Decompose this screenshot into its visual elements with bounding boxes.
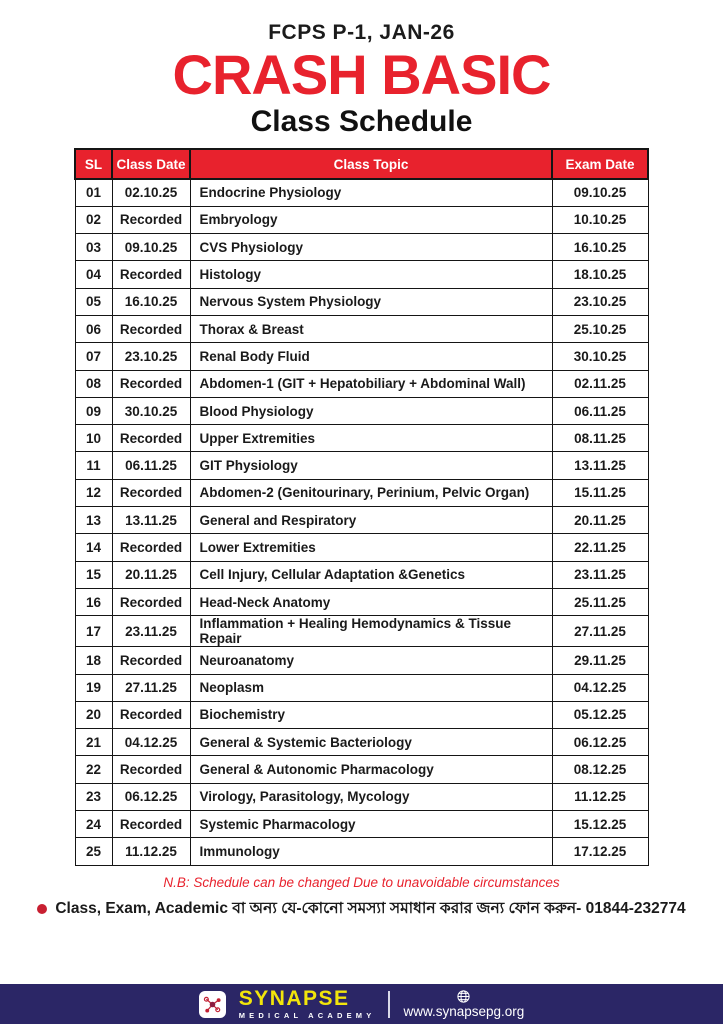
cell-exam-date: 08.12.25 [552,756,648,783]
cell-class-topic: CVS Physiology [190,234,552,261]
cell-class-date: Recorded [112,206,190,233]
cell-class-date: Recorded [112,479,190,506]
cell-sl: 11 [75,452,112,479]
cell-class-topic: GIT Physiology [190,452,552,479]
cell-exam-date: 13.11.25 [552,452,648,479]
cell-exam-date: 18.10.25 [552,261,648,288]
cell-exam-date: 23.11.25 [552,561,648,588]
cell-class-topic: Blood Physiology [190,397,552,424]
table-row [75,234,648,261]
column-header-class-topic: Class Topic [190,149,552,179]
nb-note: N.B: Schedule can be changed Due to unavoidable circumstances [163,874,560,890]
table-row [75,261,648,288]
cell-exam-date: 22.11.25 [552,534,648,561]
cell-class-topic: General and Respiratory [190,507,552,534]
cell-sl: 04 [75,261,112,288]
table-row [75,534,648,561]
table-row [75,838,648,865]
table-row [75,729,648,756]
cell-exam-date: 23.10.25 [552,288,648,315]
cell-sl: 06 [75,315,112,342]
cell-sl: 23 [75,783,112,810]
cell-exam-date: 06.12.25 [552,729,648,756]
cell-class-date: 06.12.25 [112,783,190,810]
cell-class-topic: Renal Body Fluid [190,343,552,370]
cell-exam-date: 20.11.25 [552,507,648,534]
cell-sl: 16 [75,588,112,615]
cell-sl: 25 [75,838,112,865]
brand-name: SYNAPSE [238,987,350,1010]
cell-class-date: Recorded [112,370,190,397]
cell-sl: 13 [75,507,112,534]
cell-class-topic: Endocrine Physiology [190,179,552,206]
table-row [75,343,648,370]
cell-exam-date: 25.10.25 [552,315,648,342]
table-row [75,647,648,674]
poster-header [0,0,723,139]
cell-class-date: 30.10.25 [112,397,190,424]
cell-class-date: Recorded [112,261,190,288]
table-row [75,674,648,701]
cell-class-topic: Histology [190,261,552,288]
website-url: www.synapsepg.org [403,1004,525,1020]
cell-class-date: 13.11.25 [112,507,190,534]
cell-class-date: 20.11.25 [112,561,190,588]
cell-sl: 22 [75,756,112,783]
table-row [75,452,648,479]
cell-class-topic: Immunology [190,838,552,865]
cell-class-date: Recorded [112,756,190,783]
cell-class-topic: Abdomen-1 (GIT + Hepatobiliary + Abdominal Wall) [190,370,552,397]
cell-sl: 10 [75,425,112,452]
cell-sl: 19 [75,674,112,701]
cell-exam-date: 15.11.25 [552,479,648,506]
column-header-class-date: Class Date [112,149,190,179]
cell-sl: 01 [75,179,112,206]
cell-class-date: Recorded [112,425,190,452]
cell-class-topic: Cell Injury, Cellular Adaptation &Genetics [190,561,552,588]
table-row [75,479,648,506]
cell-class-date: 16.10.25 [112,288,190,315]
footer-bar [0,984,723,1024]
cell-class-topic: General & Autonomic Pharmacology [190,756,552,783]
cell-class-date: 11.12.25 [112,838,190,865]
cell-class-date: Recorded [112,701,190,728]
column-header-exam-date: Exam Date [552,149,648,179]
table-row [75,507,648,534]
cell-sl: 21 [75,729,112,756]
cell-sl: 03 [75,234,112,261]
cell-class-topic: Inflammation + Healing Hemodynamics & Tissue Repair [190,616,552,647]
globe-icon [456,989,471,1004]
contact-line [0,896,723,922]
table-row [75,315,648,342]
table-body [75,179,648,865]
cell-class-topic: Neoplasm [190,674,552,701]
course-label: FCPS P-1, JAN-26 [268,21,455,44]
cell-class-date: 23.10.25 [112,343,190,370]
cell-class-date: 09.10.25 [112,234,190,261]
cell-exam-date: 11.12.25 [552,783,648,810]
cell-sl: 15 [75,561,112,588]
cell-class-topic: Upper Extremities [190,425,552,452]
table-row [75,701,648,728]
cell-sl: 14 [75,534,112,561]
cell-class-topic: Virology, Parasitology, Mycology [190,783,552,810]
cell-exam-date: 10.10.25 [552,206,648,233]
cell-class-date: 23.11.25 [112,616,190,647]
cell-exam-date: 15.12.25 [552,811,648,838]
bullet-icon [37,904,47,914]
cell-exam-date: 30.10.25 [552,343,648,370]
cell-class-topic: Neuroanatomy [190,647,552,674]
cell-exam-date: 27.11.25 [552,616,648,647]
cell-class-date: Recorded [112,647,190,674]
cell-sl: 17 [75,616,112,647]
cell-class-date: Recorded [112,811,190,838]
table-header-row [75,149,648,179]
cell-class-date: 02.10.25 [112,179,190,206]
cell-class-topic: Biochemistry [190,701,552,728]
table-row [75,425,648,452]
cell-sl: 07 [75,343,112,370]
page-title: CRASH BASIC [172,43,551,106]
cell-sl: 18 [75,647,112,674]
cell-exam-date: 17.12.25 [552,838,648,865]
cell-class-topic: General & Systemic Bacteriology [190,729,552,756]
cell-class-date: Recorded [112,588,190,615]
cell-exam-date: 09.10.25 [552,179,648,206]
table-row [75,561,648,588]
cell-sl: 12 [75,479,112,506]
page-subtitle: Class Schedule [250,105,473,138]
cell-exam-date: 16.10.25 [552,234,648,261]
cell-class-date: 06.11.25 [112,452,190,479]
cell-class-topic: Embryology [190,206,552,233]
cell-class-topic: Nervous System Physiology [190,288,552,315]
cell-exam-date: 04.12.25 [552,674,648,701]
cell-class-date: Recorded [112,315,190,342]
cell-class-topic: Systemic Pharmacology [190,811,552,838]
website-block [403,989,524,1019]
cell-class-date: 27.11.25 [112,674,190,701]
footer-divider [388,991,390,1018]
table-row [75,588,648,615]
column-header-sl: SL [75,149,112,179]
cell-sl: 05 [75,288,112,315]
table-row [75,783,648,810]
cell-sl: 02 [75,206,112,233]
synapse-logo-icon [199,991,226,1018]
cell-exam-date: 06.11.25 [552,397,648,424]
cell-class-topic: Head-Neck Anatomy [190,588,552,615]
cell-class-topic: Abdomen-2 (Genitourinary, Perinium, Pelvic Organ) [190,479,552,506]
cell-class-date: Recorded [112,534,190,561]
cell-sl: 09 [75,397,112,424]
table-row [75,397,648,424]
cell-sl: 20 [75,701,112,728]
contact-note: Class, Exam, Academic বা অন্য যে-কোনো সমস্যা সমাধান করার জন্য ফোন করুন- 01844-232774 [55,899,686,917]
table-row [75,179,648,206]
brand-wordmark [239,988,376,1020]
table-row [75,616,648,647]
table-row [75,370,648,397]
cell-class-date: 04.12.25 [112,729,190,756]
table-row [75,811,648,838]
cell-exam-date: 05.12.25 [552,701,648,728]
cell-sl: 08 [75,370,112,397]
table-row [75,756,648,783]
brand-subtitle: MEDICAL ACADEMY [238,1011,376,1020]
cell-exam-date: 02.11.25 [552,370,648,397]
cell-class-topic: Lower Extremities [190,534,552,561]
cell-exam-date: 25.11.25 [552,588,648,615]
table-row [75,288,648,315]
cell-exam-date: 29.11.25 [552,647,648,674]
cell-sl: 24 [75,811,112,838]
class-schedule-table [74,148,649,866]
table-row [75,206,648,233]
cell-class-topic: Thorax & Breast [190,315,552,342]
cell-exam-date: 08.11.25 [552,425,648,452]
